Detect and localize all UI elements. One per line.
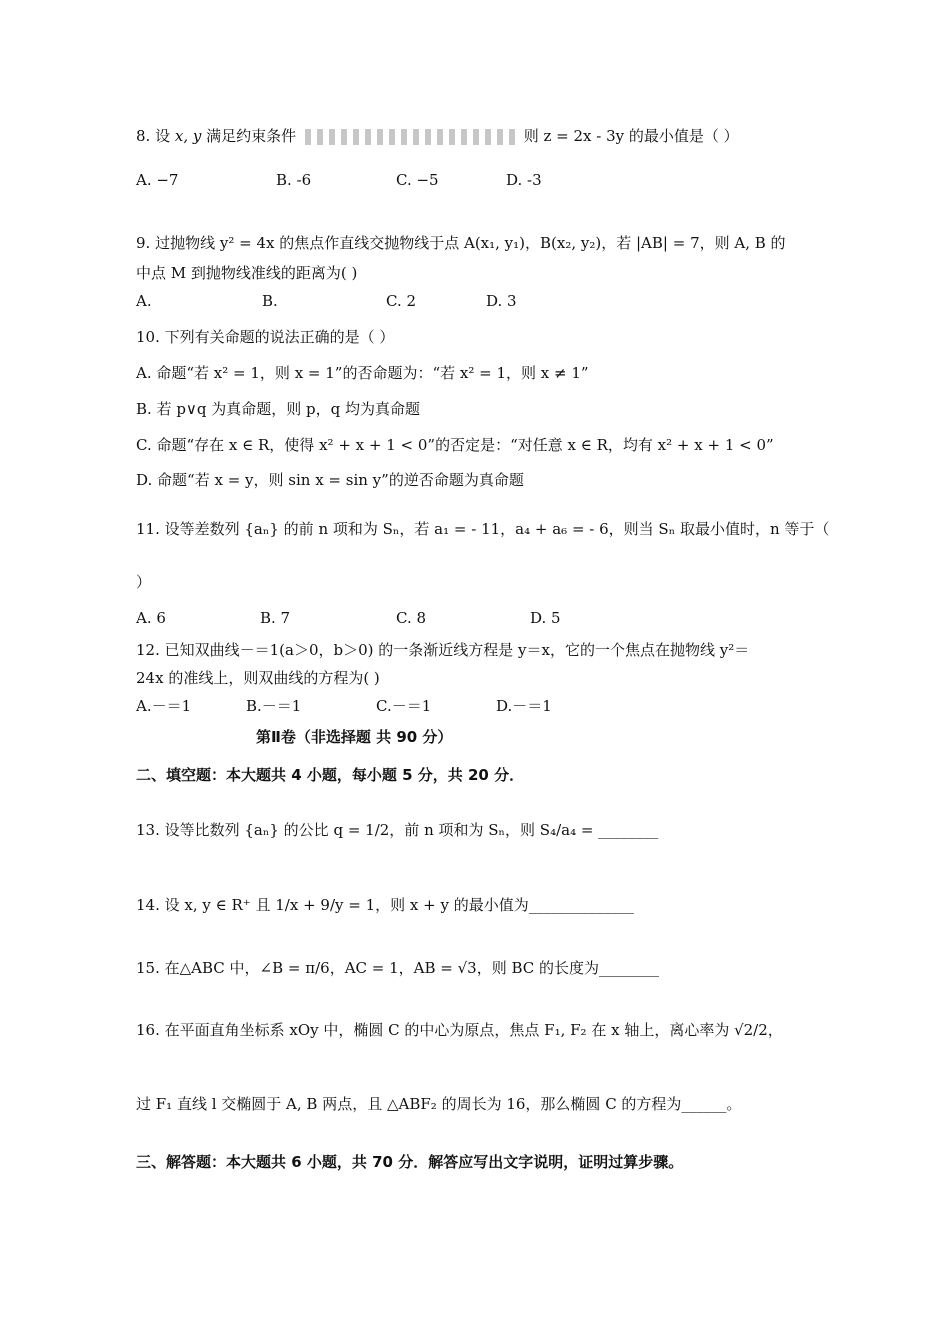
- question-16-line-2: 过 F₁ 直线 l 交椭圆于 A, B 两点，且 △ABF₂ 的周长为 16，那么椭圆 C 的方程为______。: [136, 1095, 742, 1113]
- q11-option-b: B. 7: [260, 609, 291, 627]
- question-12-line-2: 24x 的准线上，则双曲线的方程为( ): [136, 669, 380, 687]
- question-9-line-1: 9. 过抛物线 y² = 4x 的焦点作直线交抛物线于点 A(x₁, y₁)，B(x₂, y₂)，若 |AB| = 7，则 A, B 的: [136, 234, 786, 252]
- q12-option-a: A.－＝1: [136, 697, 192, 715]
- q8-stem-middle: 满足约束条件: [206, 127, 297, 145]
- q12-option-b: B.－＝1: [246, 697, 302, 715]
- question-15: 15. 在△ABC 中，∠B = π/6，AC = 1，AB = √3，则 BC 的长度为________: [136, 959, 660, 977]
- q11-option-c: C. 8: [396, 609, 427, 627]
- q9-option-c: C. 2: [386, 292, 417, 310]
- q9-option-b: B.: [262, 292, 278, 310]
- q12-option-c: C.－＝1: [376, 697, 432, 715]
- q10-option-b: B. 若 p∨q 为真命题，则 p，q 均为真命题: [136, 400, 421, 418]
- q8-stem-suffix: 则 z = 2x - 3y 的最小值是（ ）: [523, 127, 739, 145]
- question-8-stem: [136, 126, 739, 146]
- fill-in-heading: 二、填空题：本大题共 4 小题，每小题 5 分，共 20 分．: [136, 766, 525, 784]
- q8-variables: x, y: [174, 127, 202, 145]
- question-11-line-1: 11. 设等差数列 {aₙ} 的前 n 项和为 Sₙ，若 a₁ = - 11，a₄ + a₆ = - 6，则当 Sₙ 取最小值时，n 等于（: [136, 520, 830, 538]
- constraint-system-image: [305, 129, 515, 145]
- question-9-line-2: 中点 M 到抛物线准线的距离为( ): [136, 264, 358, 282]
- question-13: 13. 设等比数列 {aₙ} 的公比 q = 1/2，前 n 项和为 Sₙ，则 S₄/a₄ = ________: [136, 821, 659, 839]
- q8-option-d: D. -3: [506, 171, 542, 189]
- answer-section-heading: 三、解答题：本大题共 6 小题，共 70 分．解答应写出文字说明，证明过算步骤。: [136, 1153, 684, 1171]
- section-2-title: 第Ⅱ卷（非选择题 共 90 分）: [256, 728, 453, 746]
- question-14: 14. 设 x, y ∈ R⁺ 且 1/x + 9/y = 1，则 x + y 的最小值为______________: [136, 896, 634, 914]
- q10-option-a: A. 命题“若 x² = 1，则 x = 1”的否命题为：“若 x² = 1，则 x ≠ 1”: [136, 364, 589, 382]
- q12-option-d: D.－＝1: [496, 697, 552, 715]
- q8-option-c: C. −5: [396, 171, 439, 189]
- question-10-stem: 10. 下列有关命题的说法正确的是（ ）: [136, 328, 395, 346]
- q8-option-a: A. −7: [136, 171, 179, 189]
- q8-option-b: B. -6: [276, 171, 312, 189]
- q11-option-d: D. 5: [530, 609, 561, 627]
- q11-option-a: A. 6: [136, 609, 166, 627]
- q8-stem-prefix: 8. 设: [136, 127, 171, 145]
- q9-option-d: D. 3: [486, 292, 517, 310]
- q9-option-a: A.: [136, 292, 152, 310]
- q10-option-d: D. 命题“若 x = y，则 sin x = sin y”的逆否命题为真命题: [136, 471, 524, 489]
- q10-option-c: C. 命题“存在 x ∈ R，使得 x² + x + 1 < 0”的否定是：“对任意 x ∈ R，均有 x² + x + 1 < 0”: [136, 436, 774, 454]
- question-12-line-1: 12. 已知双曲线－＝1(a＞0，b＞0) 的一条渐近线方程是 y＝x，它的一个焦点在抛物线 y²＝: [136, 641, 750, 659]
- question-11-line-2: ）: [136, 573, 152, 591]
- question-16-line-1: 16. 在平面直角坐标系 xOy 中，椭圆 C 的中心为原点，焦点 F₁, F₂ 在 x 轴上，离心率为 √2/2，: [136, 1021, 783, 1039]
